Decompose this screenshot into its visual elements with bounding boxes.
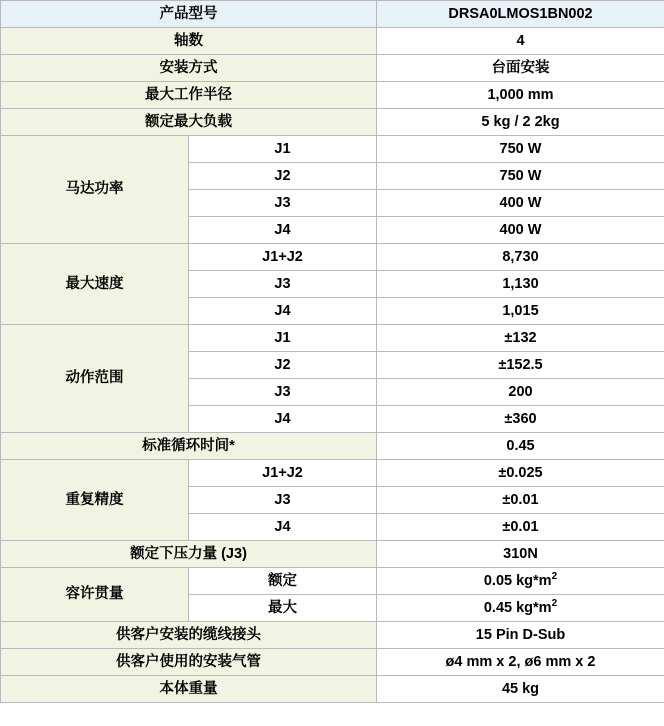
table-row <box>1 622 664 649</box>
row-label: 轴数 <box>1 28 377 55</box>
row-value: 15 Pin D-Sub <box>377 622 664 649</box>
row-value: 5 kg / 2 2kg <box>377 109 664 136</box>
header-value: DRSA0LMOS1BN002 <box>377 1 664 28</box>
row-value: 1,130 <box>377 271 664 298</box>
row-value-main: 0.05 kg*m <box>483 572 552 589</box>
row-label: 重复精度 <box>1 460 189 541</box>
row-value-exponent: 2 <box>551 597 558 609</box>
row-value: 1,000 mm <box>377 82 664 109</box>
row-label: 额定最大负载 <box>1 109 377 136</box>
row-label: 本体重量 <box>1 676 377 703</box>
table-row <box>1 55 664 82</box>
table-row <box>1 244 664 271</box>
row-sublabel: J4 <box>189 298 377 325</box>
row-value: 8,730 <box>377 244 664 271</box>
row-value: ±152.5 <box>377 352 664 379</box>
row-value: 1,015 <box>377 298 664 325</box>
row-value: ±0.01 <box>377 514 664 541</box>
table-row <box>1 676 664 703</box>
table-row <box>1 28 664 55</box>
row-value: ±0.025 <box>377 460 664 487</box>
row-sublabel: J2 <box>189 352 377 379</box>
row-value: 0.45 <box>377 433 664 460</box>
table-row <box>1 82 664 109</box>
row-value: 400 W <box>377 217 664 244</box>
row-value: 4 <box>377 28 664 55</box>
table-row <box>1 325 664 352</box>
row-label: 马达功率 <box>1 136 189 244</box>
header-label: 产品型号 <box>1 1 377 28</box>
row-label: 容许贯量 <box>1 568 189 622</box>
row-label: 最大速度 <box>1 244 189 325</box>
row-sublabel: J3 <box>189 379 377 406</box>
row-value: 200 <box>377 379 664 406</box>
row-sublabel: J3 <box>189 487 377 514</box>
row-label: 标准循环时间* <box>1 433 377 460</box>
row-sublabel: J3 <box>189 190 377 217</box>
table-row <box>1 460 664 487</box>
row-label: 安装方式 <box>1 55 377 82</box>
row-sublabel: 最大 <box>189 595 377 622</box>
table-row <box>1 136 664 163</box>
row-value: 400 W <box>377 190 664 217</box>
row-sublabel: J1+J2 <box>189 460 377 487</box>
table-header-row <box>1 1 664 28</box>
row-sublabel: J3 <box>189 271 377 298</box>
row-sublabel: 额定 <box>189 568 377 595</box>
row-value: 45 kg <box>377 676 664 703</box>
row-label: 动作范围 <box>1 325 189 433</box>
row-value-main: 0.45 kg*m <box>483 599 552 616</box>
row-value <box>377 595 664 622</box>
row-value: 台面安装 <box>377 55 664 82</box>
row-value-exponent: 2 <box>551 570 558 582</box>
row-sublabel: J1+J2 <box>189 244 377 271</box>
row-sublabel: J1 <box>189 325 377 352</box>
table-row <box>1 109 664 136</box>
row-value: 310N <box>377 541 664 568</box>
spec-table-body <box>1 1 664 703</box>
row-label: 额定下压力量 (J3) <box>1 541 377 568</box>
row-value: ±0.01 <box>377 487 664 514</box>
row-sublabel: J4 <box>189 514 377 541</box>
table-row <box>1 541 664 568</box>
row-label: 供客户使用的安装气管 <box>1 649 377 676</box>
row-value: ±132 <box>377 325 664 352</box>
row-label: 最大工作半径 <box>1 82 377 109</box>
row-sublabel: J4 <box>189 217 377 244</box>
table-row <box>1 649 664 676</box>
row-value: 750 W <box>377 136 664 163</box>
row-value: 750 W <box>377 163 664 190</box>
row-sublabel: J1 <box>189 136 377 163</box>
row-sublabel: J2 <box>189 163 377 190</box>
row-value: ±360 <box>377 406 664 433</box>
row-label: 供客户安装的缆线接头 <box>1 622 377 649</box>
table-row <box>1 568 664 595</box>
row-sublabel: J4 <box>189 406 377 433</box>
table-row <box>1 433 664 460</box>
row-value <box>377 568 664 595</box>
row-value: ø4 mm x 2, ø6 mm x 2 <box>377 649 664 676</box>
